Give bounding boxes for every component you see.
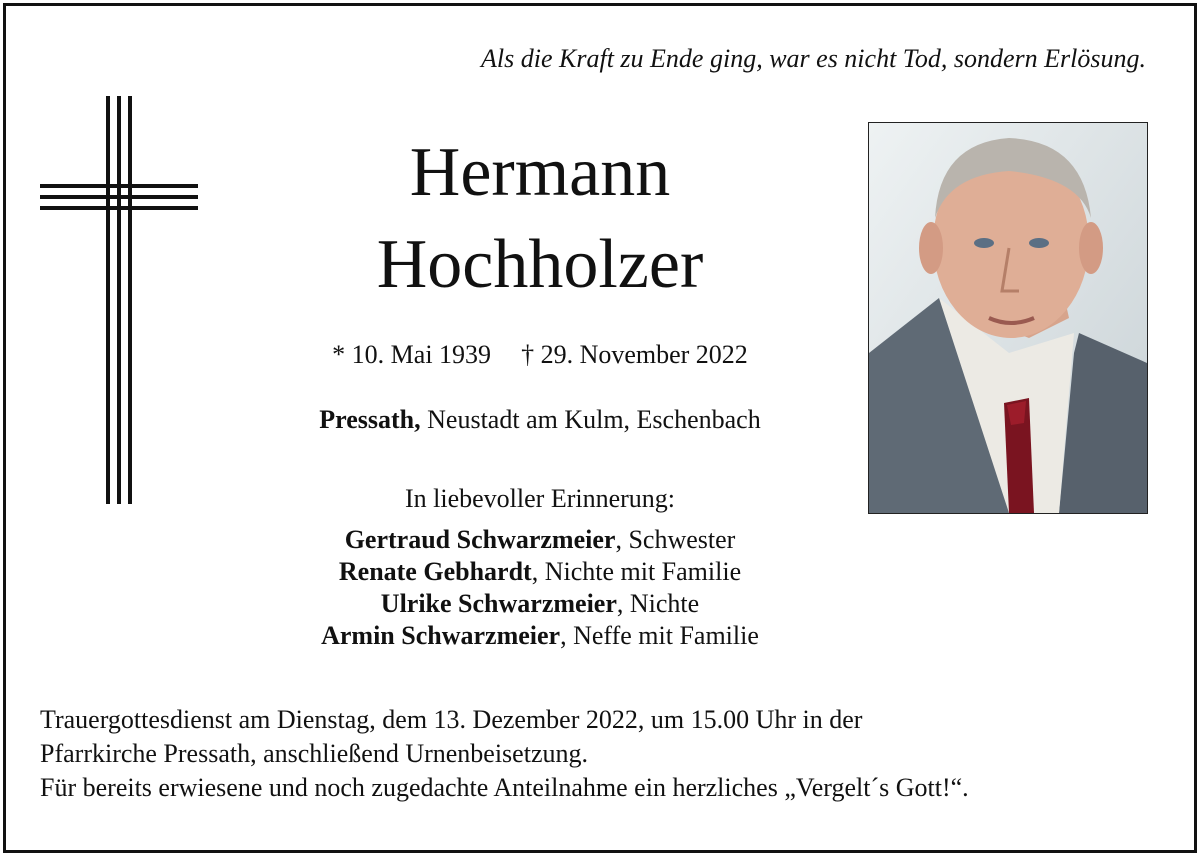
footer-text [40, 703, 969, 805]
place-main: Pressath, [319, 405, 421, 434]
mourners-list [240, 524, 840, 652]
places-line [240, 405, 840, 435]
mourner-name: Renate Gebhardt [338, 557, 532, 586]
mourner-name: Gertraud Schwarzmeier [344, 525, 616, 554]
mourner-relation: , Neffe mit Familie [560, 621, 759, 650]
mourner-item [240, 588, 840, 620]
memory-heading: In liebevoller Erinnerung: [404, 484, 676, 513]
mourner-relation: , Schwester [615, 525, 736, 554]
motto-quote: Als die Kraft zu Ende ging, war es nicht Tod, sondern Erlösung. [481, 44, 1146, 73]
cross-icon [40, 96, 198, 504]
mourner-name: Ulrike Schwarzmeier [380, 589, 617, 618]
portrait-photo [868, 122, 1148, 514]
mourner-relation: , Nichte mit Familie [531, 557, 742, 586]
mourner-name: Armin Schwarzmeier [321, 621, 561, 650]
death-date: † 29. November 2022 [521, 340, 748, 369]
mourner-item [240, 556, 840, 588]
footer-line: Pfarrkirche Pressath, anschließend Urnenbeisetzung. [40, 739, 588, 768]
first-name: Hermann [409, 134, 671, 211]
life-dates [280, 340, 800, 370]
footer-line: Trauergottesdienst am Dienstag, dem 13. Dezember 2022, um 15.00 Uhr in der [40, 705, 863, 734]
mourner-relation: , Nichte [616, 589, 700, 618]
footer-line: Für bereits erwiesene und noch zugedachte Anteilnahme ein herzliches „Vergelt´s Gott!“. [40, 773, 969, 802]
mourner-item [240, 524, 840, 556]
birth-date: * 10. Mai 1939 [332, 340, 492, 369]
mourner-item [240, 620, 840, 652]
place-others: Neustadt am Kulm, Eschenbach [427, 405, 761, 434]
last-name: Hochholzer [376, 226, 704, 303]
